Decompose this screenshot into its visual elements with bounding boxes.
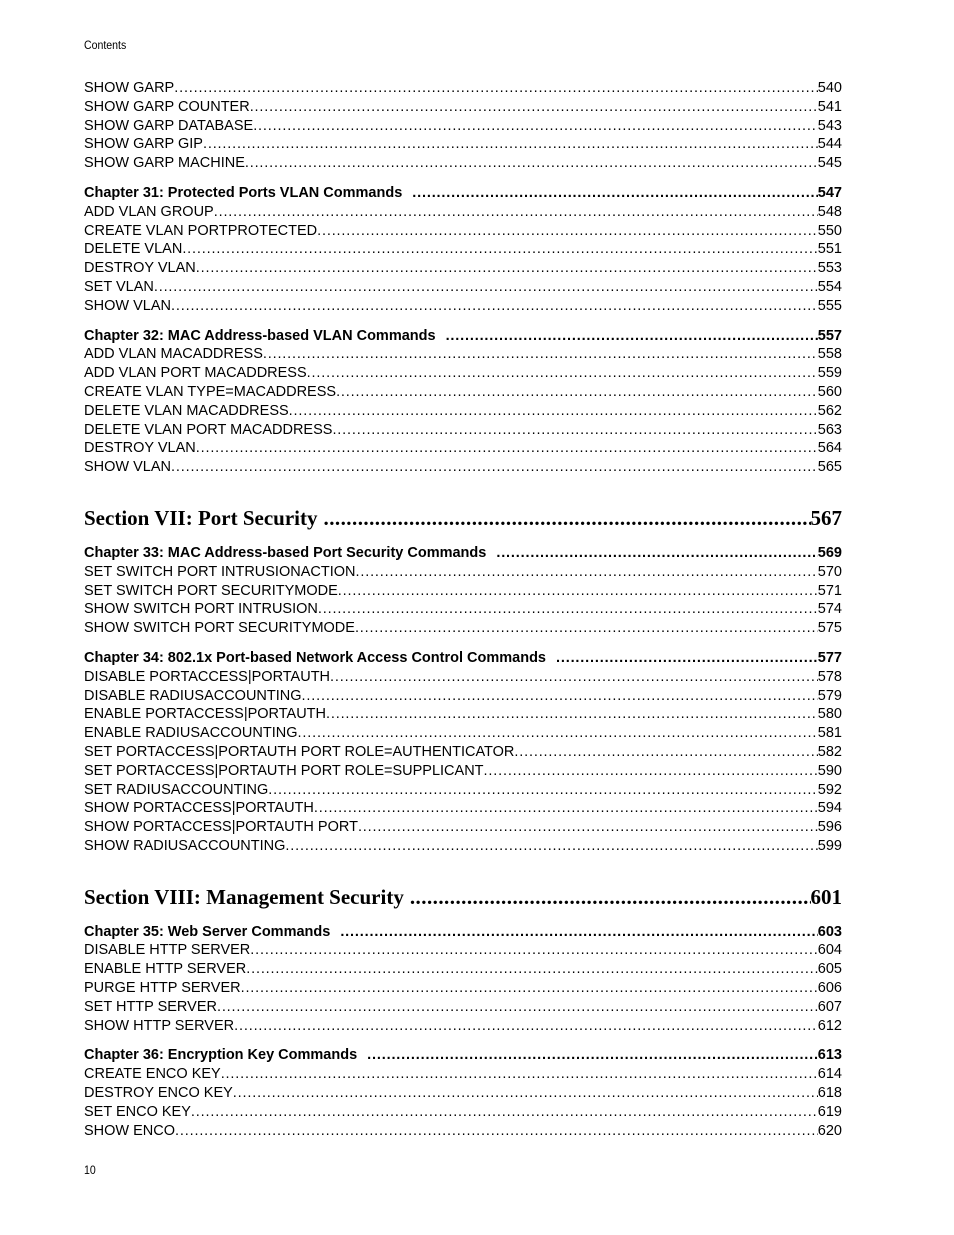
toc-entry-page-number: 581 (817, 725, 842, 742)
toc-entry-title: DESTROY VLAN (84, 440, 196, 457)
toc-entry-title: PURGE HTTP SERVER (84, 980, 241, 997)
toc-entry-page-number: 555 (817, 297, 842, 314)
toc-entry-page-number: 565 (817, 459, 842, 476)
toc-entry-page-number: 612 (817, 1017, 842, 1034)
dot-leader (484, 762, 818, 781)
toc-entry-title: SHOW VLAN (84, 297, 172, 314)
toc-entry-page-number: 570 (817, 563, 842, 580)
toc-entry-page-number: 618 (817, 1085, 842, 1102)
toc-chapter-title: Chapter 36: Encryption Key Commands (84, 1047, 358, 1064)
page-number: 10 (84, 1163, 96, 1177)
dot-leader (246, 960, 818, 979)
toc-chapter-page-number: 569 (817, 544, 842, 561)
toc-chapter-title: Chapter 35: Web Server Commands (84, 923, 331, 940)
toc-entry-title: SHOW RADIUSACCOUNTING (84, 837, 286, 854)
dot-leader (446, 327, 818, 346)
dot-leader (298, 724, 818, 743)
toc-entry-title: DISABLE HTTP SERVER (84, 942, 251, 959)
dot-leader (191, 1103, 818, 1122)
dot-leader (332, 421, 817, 440)
toc-entry-page-number: 563 (817, 421, 842, 438)
toc-entry-page-number: 548 (817, 203, 842, 220)
toc-entry-page-number: 560 (817, 383, 842, 400)
toc-entry[interactable] (84, 364, 842, 383)
dot-leader (154, 278, 818, 297)
toc-entry-title: SHOW GARP COUNTER (84, 98, 250, 115)
toc-entry[interactable] (84, 383, 842, 402)
section-block (84, 882, 842, 912)
dot-leader (233, 1084, 818, 1103)
toc-entry-title: DELETE VLAN PORT MACADDRESS (84, 421, 333, 438)
section-block (84, 503, 842, 533)
dot-leader (268, 781, 818, 800)
dot-leader (234, 1017, 818, 1036)
toc-entry[interactable] (84, 421, 842, 440)
toc-entry[interactable] (84, 345, 842, 364)
toc-chapter-page-number: 603 (817, 923, 842, 940)
toc-chapter[interactable] (84, 923, 842, 942)
toc-entry[interactable] (84, 743, 842, 762)
toc-entry-title: DISABLE RADIUSACCOUNTING (84, 687, 302, 704)
toc-entry-title: ENABLE RADIUSACCOUNTING (84, 725, 298, 742)
toc-entry-title: SET PORTACCESS|PORTAUTH PORT ROLE=AUTHENTICATOR (84, 743, 515, 760)
toc-entry[interactable] (84, 79, 842, 98)
dot-leader (318, 600, 818, 619)
dot-leader (356, 563, 818, 582)
dot-leader (182, 240, 817, 259)
toc-entry-title: ENABLE PORTACCESS|PORTAUTH (84, 706, 326, 723)
dot-leader (289, 402, 818, 421)
toc-entry[interactable] (84, 203, 842, 222)
dot-leader (412, 184, 818, 203)
toc-entry[interactable] (84, 1103, 842, 1122)
chapter-block (84, 79, 842, 173)
dot-leader (355, 619, 818, 638)
toc-entry-page-number: 592 (817, 781, 842, 798)
toc-chapter[interactable] (84, 1046, 842, 1065)
toc-entry-title: ADD VLAN MACADDRESS (84, 346, 263, 363)
toc-entry[interactable] (84, 979, 842, 998)
dot-leader (317, 222, 818, 241)
chapter-block (84, 1046, 842, 1140)
dot-leader (250, 98, 818, 117)
toc-entry-page-number: 559 (817, 365, 842, 382)
toc-entry[interactable] (84, 1084, 842, 1103)
dot-leader (324, 503, 811, 533)
toc-entry-page-number: 571 (817, 582, 842, 599)
dot-leader (203, 135, 818, 154)
toc-entry-title: SHOW GARP DATABASE (84, 117, 254, 134)
toc-entry-page-number: 580 (817, 706, 842, 723)
toc-chapter-page-number: 577 (817, 649, 842, 666)
dot-leader (263, 345, 818, 364)
toc-entry-title: SHOW HTTP SERVER (84, 1017, 235, 1034)
toc-entry-title: SHOW SWITCH PORT INTRUSION (84, 601, 318, 618)
dot-leader (367, 1046, 818, 1065)
toc-entry-page-number: 540 (817, 80, 842, 96)
toc-entry-page-number: 574 (817, 601, 842, 618)
toc-entry-title: SHOW PORTACCESS|PORTAUTH (84, 800, 314, 817)
toc-entry[interactable] (84, 1122, 842, 1141)
toc-chapter[interactable] (84, 649, 842, 668)
toc-entry[interactable] (84, 439, 842, 458)
toc-entry[interactable] (84, 837, 842, 856)
toc-entry[interactable] (84, 960, 842, 979)
dot-leader (217, 998, 818, 1017)
toc-entry[interactable] (84, 98, 842, 117)
chapter-block (84, 184, 842, 316)
dot-leader (556, 649, 818, 668)
running-header: Contents (84, 38, 127, 52)
dot-leader (358, 818, 818, 837)
dot-leader (336, 383, 818, 402)
dot-leader (514, 743, 817, 762)
toc-entry-page-number: 607 (817, 998, 842, 1015)
toc-section-page-number: 567 (810, 505, 842, 530)
toc-entry-page-number: 575 (817, 620, 842, 637)
dot-leader (330, 668, 818, 687)
toc-entry-title: SET PORTACCESS|PORTAUTH PORT ROLE=SUPPLICANT (84, 762, 484, 779)
dot-leader (496, 544, 817, 563)
toc-entry-title: SHOW GARP (84, 80, 175, 96)
toc-entry[interactable] (84, 941, 842, 960)
dot-leader (326, 705, 818, 724)
toc-entry[interactable] (84, 135, 842, 154)
dot-leader (171, 458, 818, 477)
toc-entry[interactable] (84, 781, 842, 800)
dot-leader (196, 439, 818, 458)
toc-entry[interactable] (84, 117, 842, 136)
toc-entry-page-number: 606 (817, 980, 842, 997)
toc-entry[interactable] (84, 799, 842, 818)
toc-entry-title: CREATE VLAN PORTPROTECTED (84, 222, 318, 239)
toc-entry[interactable] (84, 402, 842, 421)
toc-entry-title: CREATE ENCO KEY (84, 1066, 221, 1083)
dot-leader (307, 364, 818, 383)
toc-entry-title: DESTROY VLAN (84, 260, 196, 277)
dot-leader (175, 1122, 818, 1141)
toc-entry-page-number: 620 (817, 1122, 842, 1139)
toc-entry[interactable] (84, 818, 842, 837)
toc-entry[interactable] (84, 998, 842, 1017)
toc-entry[interactable] (84, 1017, 842, 1036)
dot-leader (196, 259, 818, 278)
toc-entry[interactable] (84, 563, 842, 582)
dot-leader (253, 117, 818, 136)
toc-section-title: Section VII: Port Security (84, 505, 318, 530)
dot-leader (245, 154, 818, 173)
dot-leader (340, 923, 817, 942)
toc-chapter-title: Chapter 31: Protected Ports VLAN Commands (84, 184, 403, 201)
toc-entry[interactable] (84, 705, 842, 724)
chapter-block (84, 649, 842, 856)
toc-entry[interactable] (84, 762, 842, 781)
dot-leader (250, 941, 818, 960)
toc-entry-title: DESTROY ENCO KEY (84, 1085, 233, 1102)
toc-chapter[interactable] (84, 544, 842, 563)
dot-leader (314, 799, 818, 818)
toc-chapter[interactable] (84, 327, 842, 346)
toc-chapter-title: Chapter 32: MAC Address-based VLAN Commands (84, 327, 436, 344)
toc-entry-title: SET RADIUSACCOUNTING (84, 781, 269, 798)
toc-entry[interactable] (84, 600, 842, 619)
toc-entry-page-number: 582 (817, 743, 842, 760)
toc-entry-page-number: 614 (817, 1066, 842, 1083)
toc-entry-title: ADD VLAN PORT MACADDRESS (84, 365, 307, 382)
dot-leader (241, 979, 818, 998)
toc-entry-page-number: 554 (817, 278, 842, 295)
toc-entry-title: DELETE VLAN MACADDRESS (84, 402, 289, 419)
toc-entry-title: SHOW GARP GIP (84, 136, 203, 153)
chapter-block (84, 544, 842, 638)
toc-entry-title: SHOW PORTACCESS|PORTAUTH PORT (84, 819, 358, 836)
toc-entry[interactable] (84, 1065, 842, 1084)
toc-entry-page-number: 544 (817, 136, 842, 153)
toc-entry-title: SHOW GARP MACHINE (84, 155, 245, 172)
dot-leader (171, 297, 818, 316)
toc-entry[interactable] (84, 240, 842, 259)
dot-leader (410, 882, 811, 912)
toc-entry-page-number: 541 (817, 98, 842, 115)
chapter-block (84, 327, 842, 477)
toc-entry-page-number: 564 (817, 440, 842, 457)
toc-entry-page-number: 604 (817, 942, 842, 959)
chapter-block (84, 923, 842, 1036)
dot-leader (214, 203, 818, 222)
toc-entry-page-number: 599 (817, 837, 842, 854)
toc-chapter-page-number: 547 (817, 184, 842, 201)
toc-entry-title: SET SWITCH PORT SECURITYMODE (84, 582, 338, 599)
toc-entry[interactable] (84, 154, 842, 173)
toc-entry-title: SHOW VLAN (84, 459, 172, 476)
toc-entry-page-number: 545 (817, 155, 842, 172)
toc-entry-page-number: 558 (817, 346, 842, 363)
dot-leader (338, 582, 818, 601)
toc-entry[interactable] (84, 687, 842, 706)
toc-entry-page-number: 590 (817, 762, 842, 779)
toc-entry-title: CREATE VLAN TYPE=MACADDRESS (84, 383, 337, 400)
toc-entry-title: SET ENCO KEY (84, 1103, 191, 1120)
toc-entry-title: SET VLAN (84, 278, 154, 295)
toc-section[interactable] (84, 503, 842, 533)
toc-entry-title: DISABLE PORTACCESS|PORTAUTH (84, 668, 331, 685)
toc-entry-title: ENABLE HTTP SERVER (84, 961, 247, 978)
toc-entry-title: SET SWITCH PORT INTRUSIONACTION (84, 563, 356, 580)
dot-leader (174, 79, 818, 98)
toc-entry[interactable] (84, 619, 842, 638)
dot-leader (221, 1065, 818, 1084)
toc-entry-title: ADD VLAN GROUP (84, 203, 214, 220)
toc-entry-page-number: 594 (817, 800, 842, 817)
toc-entry-title: SET HTTP SERVER (84, 998, 217, 1015)
toc-section[interactable] (84, 882, 842, 912)
toc-entry-title: DELETE VLAN (84, 241, 183, 258)
toc-entry-page-number: 596 (817, 819, 842, 836)
toc-entry[interactable] (84, 458, 842, 477)
toc-chapter-title: Chapter 33: MAC Address-based Port Security Commands (84, 544, 487, 561)
toc-entry[interactable] (84, 724, 842, 743)
toc-entry-page-number: 550 (817, 222, 842, 239)
toc-entry-page-number: 543 (817, 117, 842, 134)
toc-entry-page-number: 579 (817, 687, 842, 704)
toc-entry-page-number: 551 (817, 241, 842, 258)
toc-entry[interactable] (84, 582, 842, 601)
toc-chapter-page-number: 557 (817, 327, 842, 344)
toc-chapter-title: Chapter 34: 802.1x Port-based Network Access Control Commands (84, 649, 546, 666)
toc-entry-page-number: 605 (817, 961, 842, 978)
toc-entry-title: SHOW SWITCH PORT SECURITYMODE (84, 620, 355, 637)
dot-leader (285, 837, 817, 856)
toc-entry[interactable] (84, 222, 842, 241)
toc-entry[interactable] (84, 259, 842, 278)
dot-leader (302, 687, 818, 706)
toc-section-title: Section VIII: Management Security (84, 884, 404, 909)
table-of-contents (84, 79, 842, 1140)
toc-chapter[interactable] (84, 184, 842, 203)
toc-entry-page-number: 619 (817, 1103, 842, 1120)
toc-entry[interactable] (84, 297, 842, 316)
toc-entry-title: SHOW ENCO (84, 1122, 176, 1139)
toc-entry-page-number: 562 (817, 402, 842, 419)
toc-section-page-number: 601 (810, 884, 842, 909)
toc-chapter-page-number: 613 (817, 1047, 842, 1064)
toc-entry-page-number: 578 (817, 668, 842, 685)
toc-entry-page-number: 553 (817, 260, 842, 277)
toc-entry[interactable] (84, 278, 842, 297)
toc-entry[interactable] (84, 668, 842, 687)
